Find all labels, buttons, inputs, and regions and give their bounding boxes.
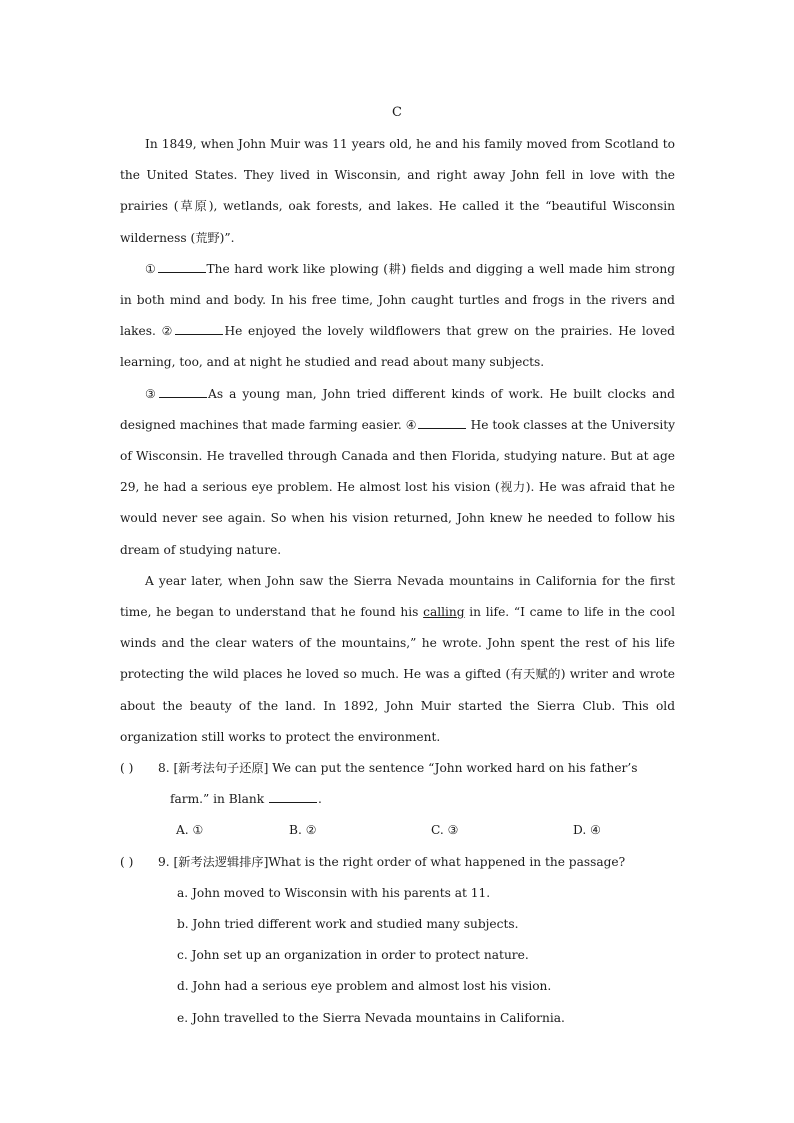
section-label: C (392, 105, 402, 120)
event-item: b. John tried different work and studied many subjects. (177, 916, 519, 931)
paragraph-3-text-b: He took classes at the University of Wisconsin. He travelled through Canada and then Florida, studying nature. But at age 29, he had a serious eye problem. He almost lost his vision (视力). He was afraid that he would never see again. So when his vision returned, John knew he needed to follow his dream of studying nature. (120, 417, 676, 557)
event-item: e. John travelled to the Sierra Nevada mountains in California. (177, 1010, 565, 1025)
reading-passage (120, 129, 675, 753)
blank-4 (418, 414, 466, 429)
paragraph-4-text-a: A year later, when John saw the Sierra Nevada mountains in California for the first time, he began to understand that he found his (120, 573, 675, 620)
paragraph-2-text-a: The hard work like plowing (耕) fields and digging a well made him strong in both mind and body. In his free time, John caught turtles and frogs in the rivers and lakes. (120, 261, 675, 339)
question-8-continuation (120, 784, 680, 815)
blank-2 (175, 320, 223, 335)
blank-3 (159, 383, 207, 398)
blank-1 (158, 258, 206, 273)
question-8-text-end: . (318, 792, 322, 807)
question-9-text: 9. [新考法逻辑排序]What is the right order of what happened in the passage? (158, 854, 626, 869)
event-item: a. John moved to Wisconsin with his parents at 11. (177, 885, 491, 900)
paragraph-4-text-b: in life. “I came to life in the cool winds and the clear waters of the mountains,” he wrote. John spent the rest of his life protecting the wild places he loved so much. He was a gifted (有天赋的) writer and wrote about the beauty of the land. In 1892, John Muir started the Sierra Club. This old organization still works to protect the environment. (120, 605, 675, 744)
question-8-blank (269, 788, 317, 803)
paragraph-3 (120, 379, 675, 566)
blank-marker-4: ④ (405, 417, 417, 432)
paragraph-2 (120, 254, 675, 379)
option-c[interactable]: C. ③ (431, 823, 459, 838)
option-d[interactable]: D. ④ (573, 823, 602, 838)
event-item: d. John had a serious eye problem and almost lost his vision. (177, 979, 552, 994)
blank-marker-3: ③ (145, 386, 159, 401)
blank-marker-1: ① (145, 261, 157, 276)
answer-paren-9[interactable]: ( ) (120, 854, 134, 869)
question-8-text: 8. [新考法句子还原] We can put the sentence “John worked hard on his father’s (158, 761, 638, 775)
blank-marker-2: ② (161, 324, 175, 339)
option-a[interactable]: A. ① (176, 823, 204, 838)
questions-section (120, 753, 680, 1034)
question-9-events (120, 878, 680, 1034)
question-9 (120, 847, 680, 878)
question-8-options (120, 815, 680, 846)
question-8 (120, 753, 680, 784)
paragraph-2-text-b: He enjoyed the lovely wildflowers that grew on the prairies. He loved learning, too, and at night he studied and read about many subjects. (120, 324, 675, 370)
option-b[interactable]: B. ② (289, 823, 317, 838)
paragraph-4 (120, 566, 675, 753)
paragraph-1-text: In 1849, when John Muir was 11 years old, he and his family moved from Scotland to the United States. They lived in Wisconsin, and right away John fell in love with the prairies (草原), wetlands, oak forests, and lakes. He called it the “beautiful Wisconsin wilderness (荒野)”. (120, 137, 675, 245)
event-item: c. John set up an organization in order to protect nature. (177, 948, 529, 963)
answer-paren-8[interactable]: ( ) (120, 761, 134, 775)
underlined-word-calling: calling (423, 605, 465, 620)
paragraph-3-text-a: As a young man, John tried different kinds of work. He built clocks and designed machines that made farming easier. (120, 386, 675, 432)
question-8-text-2: farm.” in Blank (170, 792, 268, 807)
paragraph-1 (120, 129, 675, 254)
